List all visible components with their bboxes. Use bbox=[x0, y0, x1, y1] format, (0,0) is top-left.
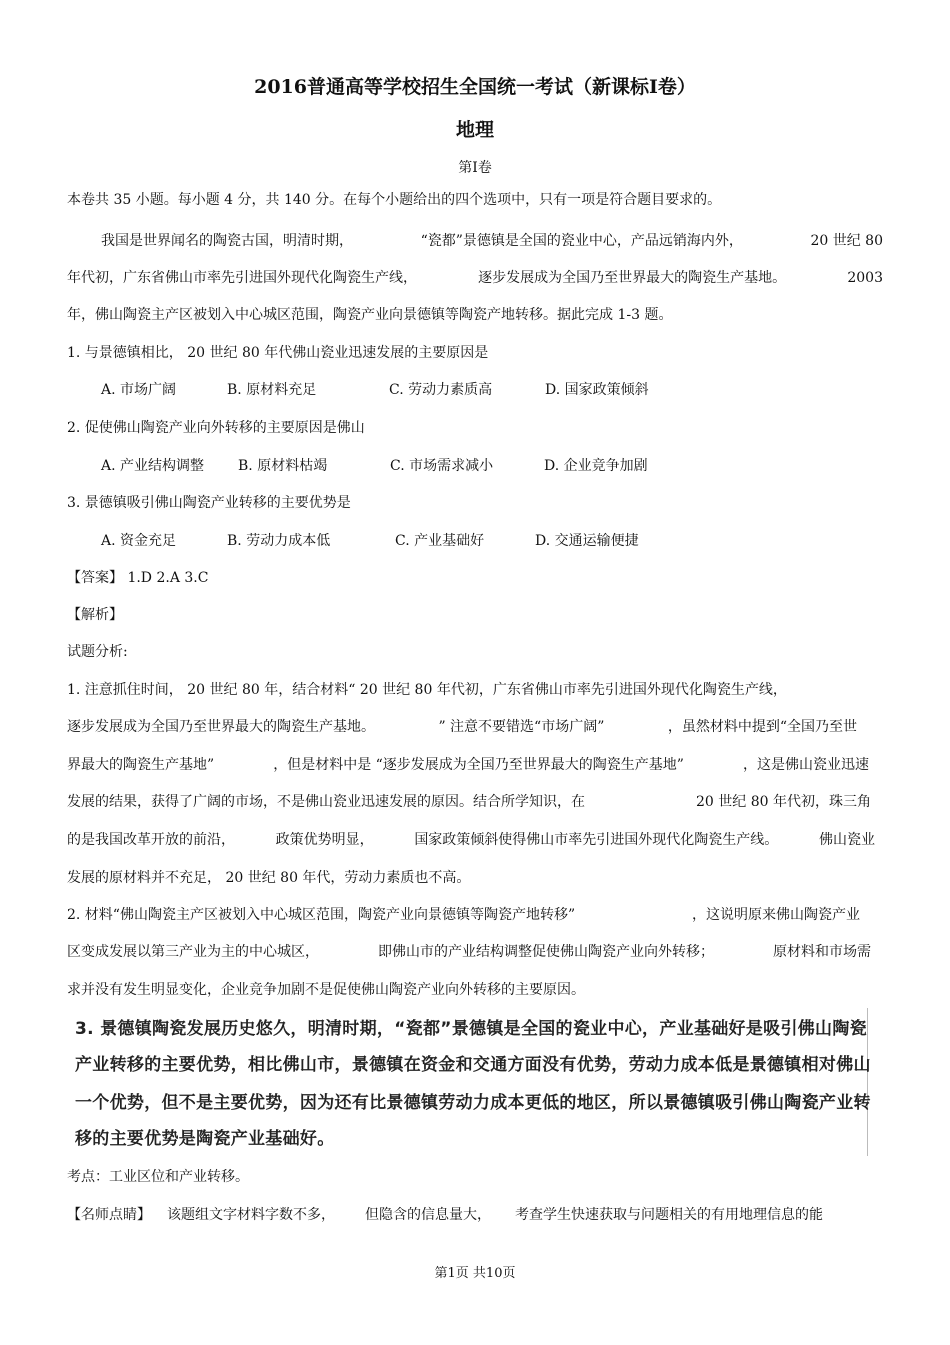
passage-text: “瓷都”景德镇是全国的瓷业中心，产品远销海内外， bbox=[420, 233, 743, 249]
analysis-line bbox=[67, 905, 860, 925]
passage-line-1 bbox=[101, 231, 883, 251]
kaodian-line: 考点：工业区位和产业转移。 bbox=[67, 1169, 249, 1185]
option-b: B. 原材料充足 bbox=[227, 382, 317, 398]
passage-line-3: 年，佛山陶瓷主产区被划入中心城区范围，陶瓷产业向景德镇等陶瓷产地转移。据此完成 1-3 题。 bbox=[67, 307, 673, 323]
option-b: B. 劳动力成本低 bbox=[227, 533, 331, 549]
analysis-text: ，这说明原来佛山陶瓷产业 bbox=[692, 907, 860, 923]
analysis-text: 区变成发展以第三产业为主的中心城区， bbox=[67, 944, 319, 960]
analysis-line bbox=[67, 755, 869, 775]
question-2-options bbox=[101, 456, 648, 476]
option-b: B. 原材料枯竭 bbox=[238, 458, 328, 474]
option-c: C. 市场需求减小 bbox=[390, 458, 494, 474]
analysis-text: 政策优势明显， bbox=[275, 832, 374, 848]
analysis-label: 【解析】 bbox=[67, 607, 123, 623]
option-c: C. 产业基础好 bbox=[395, 533, 485, 549]
mingshi-text: 但隐含的信息量大， bbox=[365, 1207, 491, 1223]
embedded-answer-image bbox=[67, 1008, 871, 1156]
image-text-line: 一个优势，但不是主要优势，因为还有比景德镇劳动力成本更低的地区，所以景德镇吸引佛山陶瓷产业转 bbox=[75, 1093, 871, 1113]
option-c: C. 劳动力素质高 bbox=[389, 382, 493, 398]
option-d: D. 企业竞争加剧 bbox=[544, 458, 648, 474]
image-text-line: 产业转移的主要优势，相比佛山市，景德镇在资金和交通方面没有优势，劳动力成本低是景德镇相对佛山 bbox=[75, 1055, 871, 1075]
analysis-text: 即佛山市的产业结构调整促使佛山陶瓷产业向外转移； bbox=[378, 944, 714, 960]
answer-line: 【答案】 1.D 2.A 3.C bbox=[67, 570, 209, 586]
option-d: D. 交通运输便捷 bbox=[535, 533, 639, 549]
question-1-stem: 1. 与景德镇相比， 20 世纪 80 年代佛山瓷业迅速发展的主要原因是 bbox=[67, 345, 489, 361]
passage-text: 我国是世界闻名的陶瓷古国，明清时期， bbox=[101, 233, 353, 249]
volume-label: 第Ⅰ卷 bbox=[458, 160, 492, 176]
analysis-text: 发展的结果，获得了广阔的市场，不是佛山瓷业迅速发展的原因。结合所学知识，在 bbox=[67, 794, 585, 810]
mingshi-text: 该题组文字材料字数不多， bbox=[167, 1207, 335, 1223]
analysis-line bbox=[67, 868, 470, 888]
analysis-line bbox=[67, 717, 857, 737]
subject-title: 地理 bbox=[455, 119, 494, 141]
question-1-options bbox=[101, 380, 649, 400]
analysis-line bbox=[67, 942, 871, 962]
analysis-text: 国家政策倾斜使得佛山市率先引进国外现代化陶瓷生产线。 bbox=[414, 832, 779, 848]
mingshi-line bbox=[67, 1205, 823, 1225]
mingshi-text: 考查学生快速获取与问题相关的有用地理信息的能 bbox=[515, 1207, 823, 1223]
analysis-line bbox=[67, 680, 787, 700]
option-a: A. 资金充足 bbox=[101, 533, 177, 549]
analysis-text: 逐步发展成为全国乃至世界最大的陶瓷生产基地。 bbox=[67, 719, 375, 735]
exam-title: 2016普通高等学校招生全国统一考试（新课标Ⅰ卷） bbox=[254, 76, 696, 98]
option-a: A. 市场广阔 bbox=[101, 382, 177, 398]
analysis-text: ，但是材料中是 “逐步发展成为全国乃至世界最大的陶瓷生产基地” bbox=[273, 757, 684, 773]
analysis-text: 20 世纪 80 年代初，珠三角 bbox=[696, 794, 871, 810]
passage-text: 年代初，广东省佛山市率先引进国外现代化陶瓷生产线， bbox=[67, 270, 417, 286]
analysis-text: 2. 材料“佛山陶瓷主产区被划入中心城区范围，陶瓷产业向景德镇等陶瓷产地转移” bbox=[67, 907, 576, 923]
analysis-text: 1. 注意抓住时间， 20 世纪 80 年，结合材料“ 20 世纪 80 年代初，广东省佛山市率先引进国外现代化陶瓷生产线， bbox=[67, 682, 787, 698]
question-2-stem: 2. 促使佛山陶瓷产业向外转移的主要原因是佛山 bbox=[67, 420, 365, 436]
option-a: A. 产业结构调整 bbox=[101, 458, 205, 474]
instructions: 本卷共 35 小题。每小题 4 分，共 140 分。在每个小题给出的四个选项中，只有一项是符合题目要求的。 bbox=[67, 192, 722, 208]
analysis-line bbox=[67, 980, 585, 1000]
mingshi-label: 【名师点睛】 bbox=[67, 1207, 151, 1223]
option-d: D. 国家政策倾斜 bbox=[545, 382, 649, 398]
analysis-text: ，这是佛山瓷业迅速 bbox=[743, 757, 869, 773]
analysis-text: 界最大的陶瓷生产基地” bbox=[67, 757, 215, 773]
analysis-text: ” 注意不要错选“市场广阔” bbox=[438, 719, 605, 735]
question-3-options bbox=[101, 531, 639, 551]
passage-text: 2003 bbox=[847, 270, 883, 286]
page-footer: 第1页 共10页 bbox=[434, 1266, 516, 1281]
analysis-text: 的是我国改革开放的前沿， bbox=[67, 832, 235, 848]
analysis-text: 原材料和市场需 bbox=[773, 944, 871, 960]
passage-text: 20 世纪 80 bbox=[810, 233, 883, 249]
question-3-stem: 3. 景德镇吸引佛山陶瓷产业转移的主要优势是 bbox=[67, 495, 351, 511]
image-text-line: 移的主要优势是陶瓷产业基础好。 bbox=[75, 1129, 335, 1149]
analysis-intro: 试题分析: bbox=[67, 644, 128, 660]
analysis-line bbox=[67, 792, 871, 812]
image-text-line: 3. 景德镇陶瓷发展历史悠久，明清时期，“瓷都”景德镇是全国的瓷业中心，产业基础好是吸引佛山陶瓷 bbox=[75, 1019, 867, 1039]
analysis-text: 佛山瓷业 bbox=[818, 832, 875, 848]
analysis-text: 发展的原材料并不充足， 20 世纪 80 年代，劳动力素质也不高。 bbox=[67, 870, 471, 886]
analysis-text: 求并没有发生明显变化，企业竞争加剧不是促使佛山陶瓷产业向外转移的主要原因。 bbox=[67, 982, 585, 998]
passage-line-2 bbox=[67, 268, 883, 288]
analysis-line bbox=[67, 830, 875, 850]
passage-text: 逐步发展成为全国乃至世界最大的陶瓷生产基地。 bbox=[478, 270, 787, 286]
analysis-text: ，虽然材料中提到“全国乃至世 bbox=[667, 719, 857, 735]
